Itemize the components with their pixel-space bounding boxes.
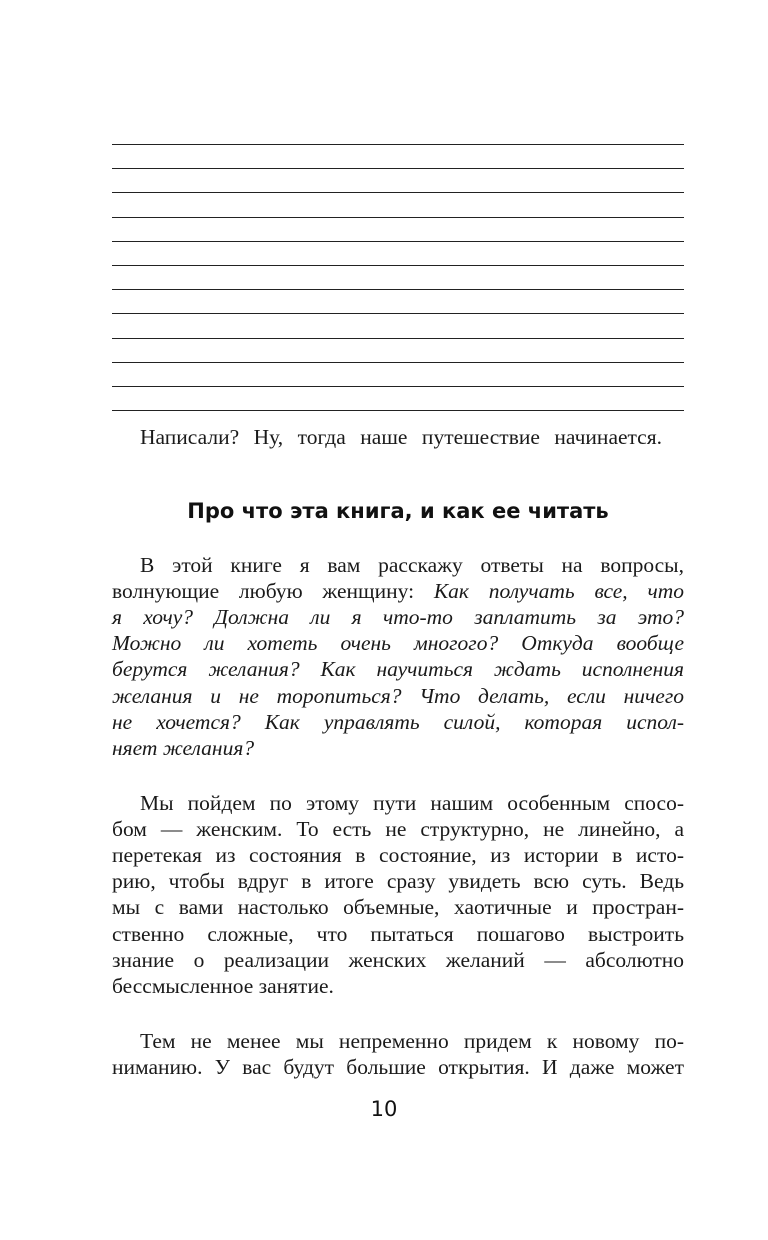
writing-line	[112, 192, 684, 193]
plain-text: Мы пойдем по этому пути нашим особенным спосо-	[140, 791, 684, 815]
writing-line	[112, 289, 684, 290]
italic-text: няет желания?	[112, 735, 255, 760]
italic-text: я хочу? Должна ли я что-то заплатить за это?	[112, 605, 684, 630]
plain-text: перетекая из состояния в состояние, из истории в исто-	[112, 843, 684, 868]
prompt-text: Написали? Ну, тогда наше путешествие начинается.	[140, 425, 662, 449]
plain-text: мы с вами настолько объемные, хаотичные и простран-	[112, 895, 684, 920]
plain-text: рию, чтобы вдруг в итоге сразу увидеть всю суть. Ведь	[112, 869, 684, 894]
plain-text: ниманию. У вас будут большие открытия. И даже может	[112, 1055, 684, 1080]
writing-line	[112, 386, 684, 387]
plain-text: волнующие любую женщину:	[112, 579, 434, 604]
text-line	[112, 894, 684, 920]
text-line	[112, 709, 684, 735]
plain-text: Тем не менее мы непременно придем к новому по-	[140, 1029, 684, 1053]
text-line	[140, 790, 684, 816]
text-line	[112, 1054, 684, 1080]
plain-text: знание о реализации женских желаний — абсолютно	[112, 947, 684, 972]
text-line	[112, 656, 684, 682]
text-line	[112, 683, 684, 709]
page-number: 10	[370, 1097, 398, 1121]
writing-line	[112, 144, 684, 145]
italic-text: Как получать все, что	[433, 579, 684, 604]
text-line	[112, 630, 684, 656]
plain-text: В этой книге я вам расскажу ответы на вопросы,	[140, 553, 684, 577]
writing-line	[112, 313, 684, 314]
italic-text: Можно ли хотеть очень многого? Откуда вообще	[112, 631, 684, 656]
italic-text: желания и не торопиться? Что делать, если ничего	[112, 683, 684, 708]
text-line	[112, 973, 684, 999]
writing-line	[112, 241, 684, 242]
italic-text: берутся желания? Как научиться ждать исполнения	[112, 657, 684, 682]
text-line	[112, 947, 684, 973]
text-line	[112, 921, 684, 947]
writing-line	[112, 362, 684, 363]
section-heading: Про что эта книга, и как ее читать	[187, 499, 609, 523]
text-line	[112, 842, 684, 868]
text-line	[112, 868, 684, 894]
text-line	[112, 578, 684, 604]
plain-text: бессмысленное занятие.	[112, 973, 334, 998]
writing-line	[112, 217, 684, 218]
writing-line	[112, 265, 684, 266]
text-line	[112, 735, 684, 761]
plain-text: ственно сложные, что пытаться пошагово выстроить	[112, 921, 684, 946]
italic-text: не хочется? Как управлять силой, которая испол-	[112, 709, 684, 734]
text-line	[140, 1028, 684, 1054]
writing-line	[112, 168, 684, 169]
plain-text: бом — женским. То есть не структурно, не линейно, а	[112, 817, 684, 842]
text-line	[140, 552, 684, 578]
writing-line	[112, 338, 684, 339]
text-line	[112, 816, 684, 842]
text-line	[112, 604, 684, 630]
writing-line	[112, 410, 684, 411]
